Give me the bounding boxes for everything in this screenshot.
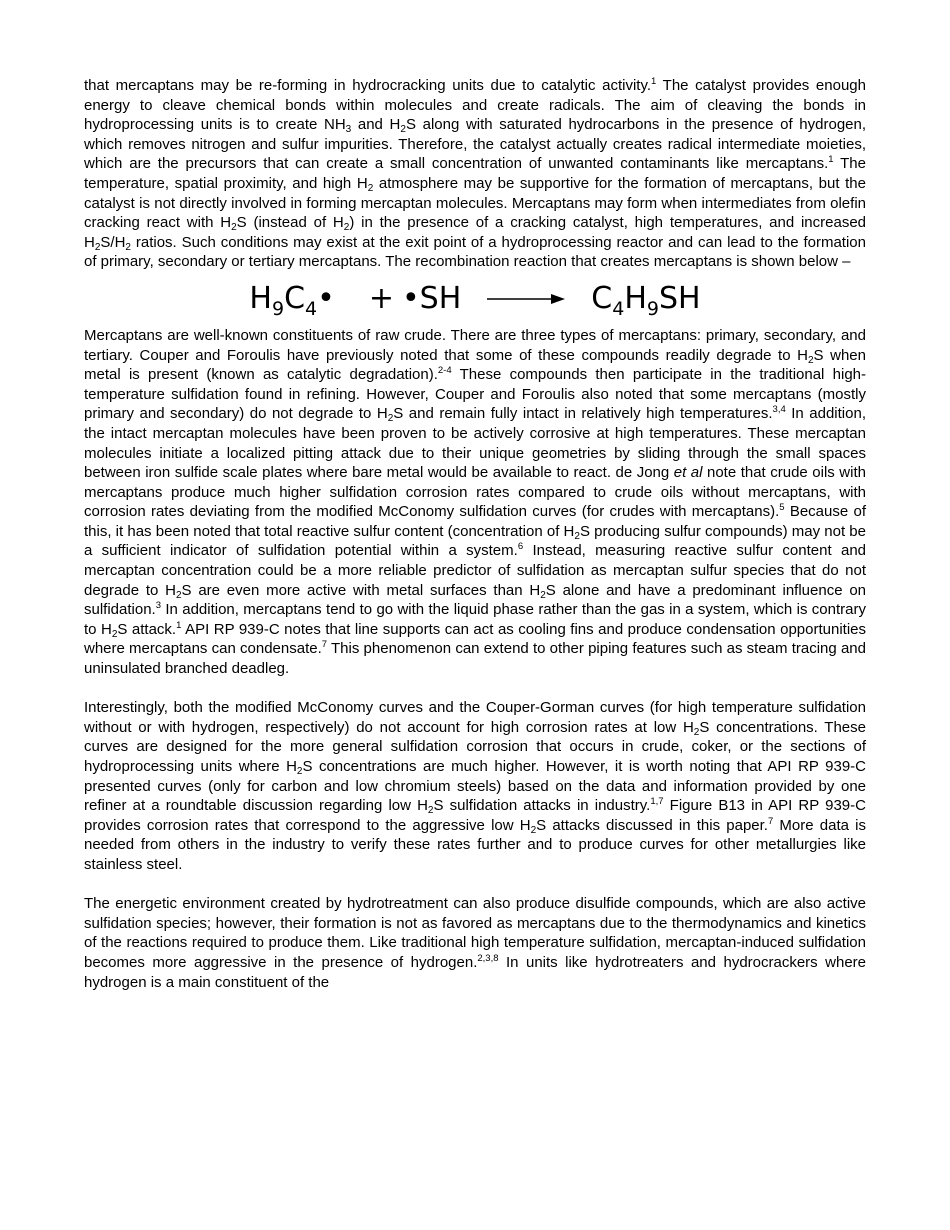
equation-reactant-2: •SH	[401, 280, 462, 316]
recombination-equation	[84, 272, 866, 326]
reaction-arrow-icon	[487, 292, 565, 306]
equation-plus-sign: +	[368, 280, 394, 316]
document-page	[84, 76, 866, 992]
paragraph-2: Mercaptans are well-known constituents of raw crude. There are three types of mercaptans: primary, secondary, and tertiary. Couper and Foroulis have previously noted that some of these compounds readily degrade to $H_2S$ when metal is present (known as catalytic degradation).$^{2-4}$ These compounds then participate in the traditional high-temperature sulfidation found in refining. However, Couper and Foroulis also noted that some mercaptans (mostly primary and secondary) do not degrade to $H_2S$ and remain fully intact in relatively high temperatures.$^{3,4}$ In addition, the intact mercaptan molecules have been proven to be actively corrosive at high temperatures. These mercaptan molecules initiate a localized pitting attack due to their unique geometries by sliding through the small spaces between iron sulfide scale plates where bare metal would be available to react. de Jong et al note that crude oils with mercaptans produce much higher sulfidation corrosion rates compared to crude oils without mercaptans, with corrosion rates deviating from the modified McConomy sulfidation curves (for crudes with mercaptans).$^5$ Because of this, it has been noted that total reactive sulfur content (concentration of $H_2S$ producing sulfur compounds) may not be a sufficient indicator of sulfidation potential within a system.$^6$ Instead, measuring reactive sulfur content and mercaptan concentration could be a more reliable predictor of sulfidation as mercaptan sulfur species that do not degrade to $H_2S$ are even more active with metal surfaces than $H_2S$ alone and have a predominant influence on sulfidation.$^3$ In addition, mercaptans tend to go with the liquid phase rather than the gas in a system, which is contrary to $H_2S$ attack.$^1$ API RP 939-C notes that line supports can act as cooling fins and produce condensation opportunities where mercaptans can condensate.$^7$ This phenomenon can extend to other piping features such as steam tracing and uninsulated branched deadleg.	[84, 326, 867, 678]
paragraph-3: Interestingly, both the modified McConomy curves and the Couper-Gorman curves (for high temperature sulfidation without or with hydrogen, respectively) do not account for high corrosion rates at low $H_2S$ concentrations. These curves are designed for the more general sulfidation corrosion that occurs in crude, coker, or the sections of hydroprocessing units where $H_2S$ concentrations are much higher. However, it is worth noting that API RP 939-C presented curves (only for carbon and low chromium steels) based on the data and information provided by one refiner at a roundtable discussion regarding low $H_2S$ sulfidation attacks in industry.$^{1,7}$ Figure B13 in API RP 939-C provides corrosion rates that correspond to the aggressive low $H_2S$ attacks discussed in this paper.$^7$ More data is needed from others in the industry to verify these rates further and to produce curves for other metallurgies like stainless steel.	[84, 699, 866, 873]
equation-reactant-1: $H_9C_4•$	[249, 280, 335, 320]
paragraph-4: The energetic environment created by hydrotreatment can also produce disulfide compounds, which are also active sulfidation species; however, their formation is not as favored as mercaptans due to the thermodynamics and kinetics of the reactions required to produce them. Like traditional high temperature sulfidation, mercaptan-induced sulfidation becomes more aggressive in the presence of hydrogen.$^{2,3,8}$ In units like hydrotreaters and hydrocrackers where hydrogen is a main constituent of the	[84, 895, 866, 991]
paragraph-1: that mercaptans may be re-forming in hydrocracking units due to catalytic activity.$^1$ The catalyst provides enough energy to cleave chemical bonds within molecules and create radicals. The aim of cleaving the bonds in hydroprocessing units is to create $NH_3$ and $H_2S$ along with saturated hydrocarbons in the presence of hydrogen, which removes nitrogen and sulfur impurities. Therefore, the catalyst actually creates radical intermediate moieties, which are the precursors that can create a small concentration of unwanted contaminants like mercaptans.$^1$ The temperature, spatial proximity, and high $H_2$ atmosphere may be supportive for the formation of mercaptans, but the catalyst is not directly involved in forming mercaptan molecules. Mercaptans may form when intermediates from olefin cracking react with $H_2S$ (instead of $H_2$) in the presence of a cracking catalyst, high temperatures, and increased $H_2S/H_2$ ratios. Such conditions may exist at the exit point of a hydroprocessing reactor and can lead to the formation of primary, secondary or tertiary mercaptans. The recombination reaction that creates mercaptans is shown below –	[84, 76, 867, 271]
equation-product: $C_4H_9SH$	[591, 280, 701, 320]
